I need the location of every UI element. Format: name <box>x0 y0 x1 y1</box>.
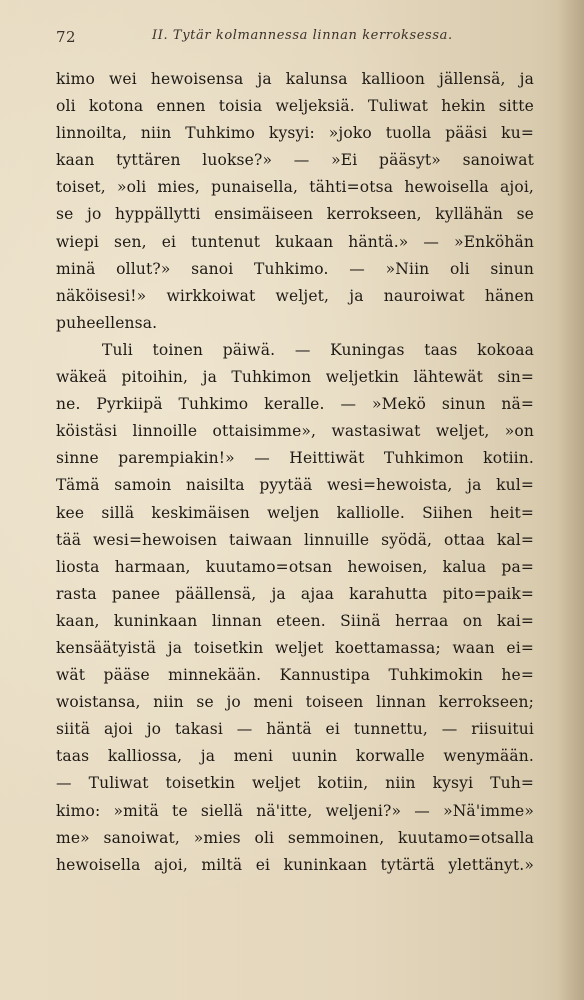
text-line: tää wesi=hewoisen taiwaan linnuille syödä, ottaa kal= <box>56 530 534 549</box>
text-line: taas kalliossa, ja meni uunin korwalle wenymään. <box>56 747 534 766</box>
text-line: liosta harmaan, kuutamo=otsan hewoisen, kalua pa= <box>56 557 534 576</box>
text-line: kimo: »mitä te siellä nä'itte, weljeni?» — »Nä'imme» <box>56 801 534 820</box>
text-line: wät pääse minnekään. Kannustipa Tuhkimokin he= <box>56 666 534 685</box>
text-line: wiepi sen, ei tuntenut kukaan häntä.» — »Enköhän <box>56 232 534 251</box>
text-line: rasta panee päällensä, ja ajaa karahutta pito=paik= <box>56 584 534 603</box>
text-line: kensäätyistä ja toisetkin weljet koettamassa; waan ei= <box>56 638 534 657</box>
text-line: woistansa, niin se jo meni toiseen linnan kerrokseen; <box>56 693 534 712</box>
text-line: linnoilta, niin Tuhkimo kysyi: »joko tuolla pääsi ku= <box>56 124 534 143</box>
page-number: 72 <box>56 28 77 46</box>
text-line: wäkeä pitoihin, ja Tuhkimon weljetkin lähtewät sin= <box>56 368 534 387</box>
text-line: oli kotona ennen toisia weljeksiä. Tuliwat hekin sitte <box>56 97 534 116</box>
text-line: köistäsi linnoille ottaisimme», wastasiwat weljet, »on <box>56 422 534 441</box>
text-line: kimo wei hewoisensa ja kalunsa kallioon jällensä, ja <box>56 70 534 88</box>
text-line: kaan tyttären luokse?» — »Ei pääsyt» sanoiwat <box>56 151 534 170</box>
running-head-title: II. Tytär kolmannessa linnan kerroksessa. <box>152 28 453 43</box>
body-text <box>56 66 534 879</box>
running-head <box>56 28 532 52</box>
text-line: Tuli toinen päiwä. — Kuningas taas kokoaa <box>102 340 534 359</box>
text-line: Tämä samoin naisilta pyytää wesi=hewoista, ja kul= <box>56 476 534 495</box>
text-line: sinne parempiakin!» — Heittiwät Tuhkimon kotiin. <box>56 449 534 468</box>
text-line: me» sanoiwat, »mies oli semmoinen, kuutamo=otsalla <box>56 828 534 847</box>
text-line: toiset, »oli mies, punaisella, tähti=otsa hewoisella ajoi, <box>56 178 534 197</box>
text-line: se jo hyppällytti ensimäiseen kerrokseen, kyllähän se <box>56 205 534 224</box>
text-line: näköisesi!» wirkkoiwat weljet, ja nauroiwat hänen <box>56 286 534 305</box>
text-line: siitä ajoi jo takasi — häntä ei tunnettu, — riisuitui <box>56 720 534 739</box>
text-line: kee sillä keskimäisen weljen kalliolle. Siihen heit= <box>56 503 534 522</box>
text-line: puheellensa. <box>56 313 158 332</box>
page-gutter-shadow <box>558 0 584 1000</box>
text-line: ne. Pyrkiipä Tuhkimo keralle. — »Mekö sinun nä= <box>56 395 534 414</box>
text-line: — Tuliwat toisetkin weljet kotiin, niin kysyi Tuh= <box>56 774 534 793</box>
text-line: minä ollut?» sanoi Tuhkimo. — »Niin oli sinun <box>56 259 534 278</box>
text-line: hewoisella ajoi, miltä ei kuninkaan tytärtä ylettänyt.» <box>56 855 534 874</box>
text-line: kaan, kuninkaan linnan eteen. Siinä herraa on kai= <box>56 611 534 630</box>
